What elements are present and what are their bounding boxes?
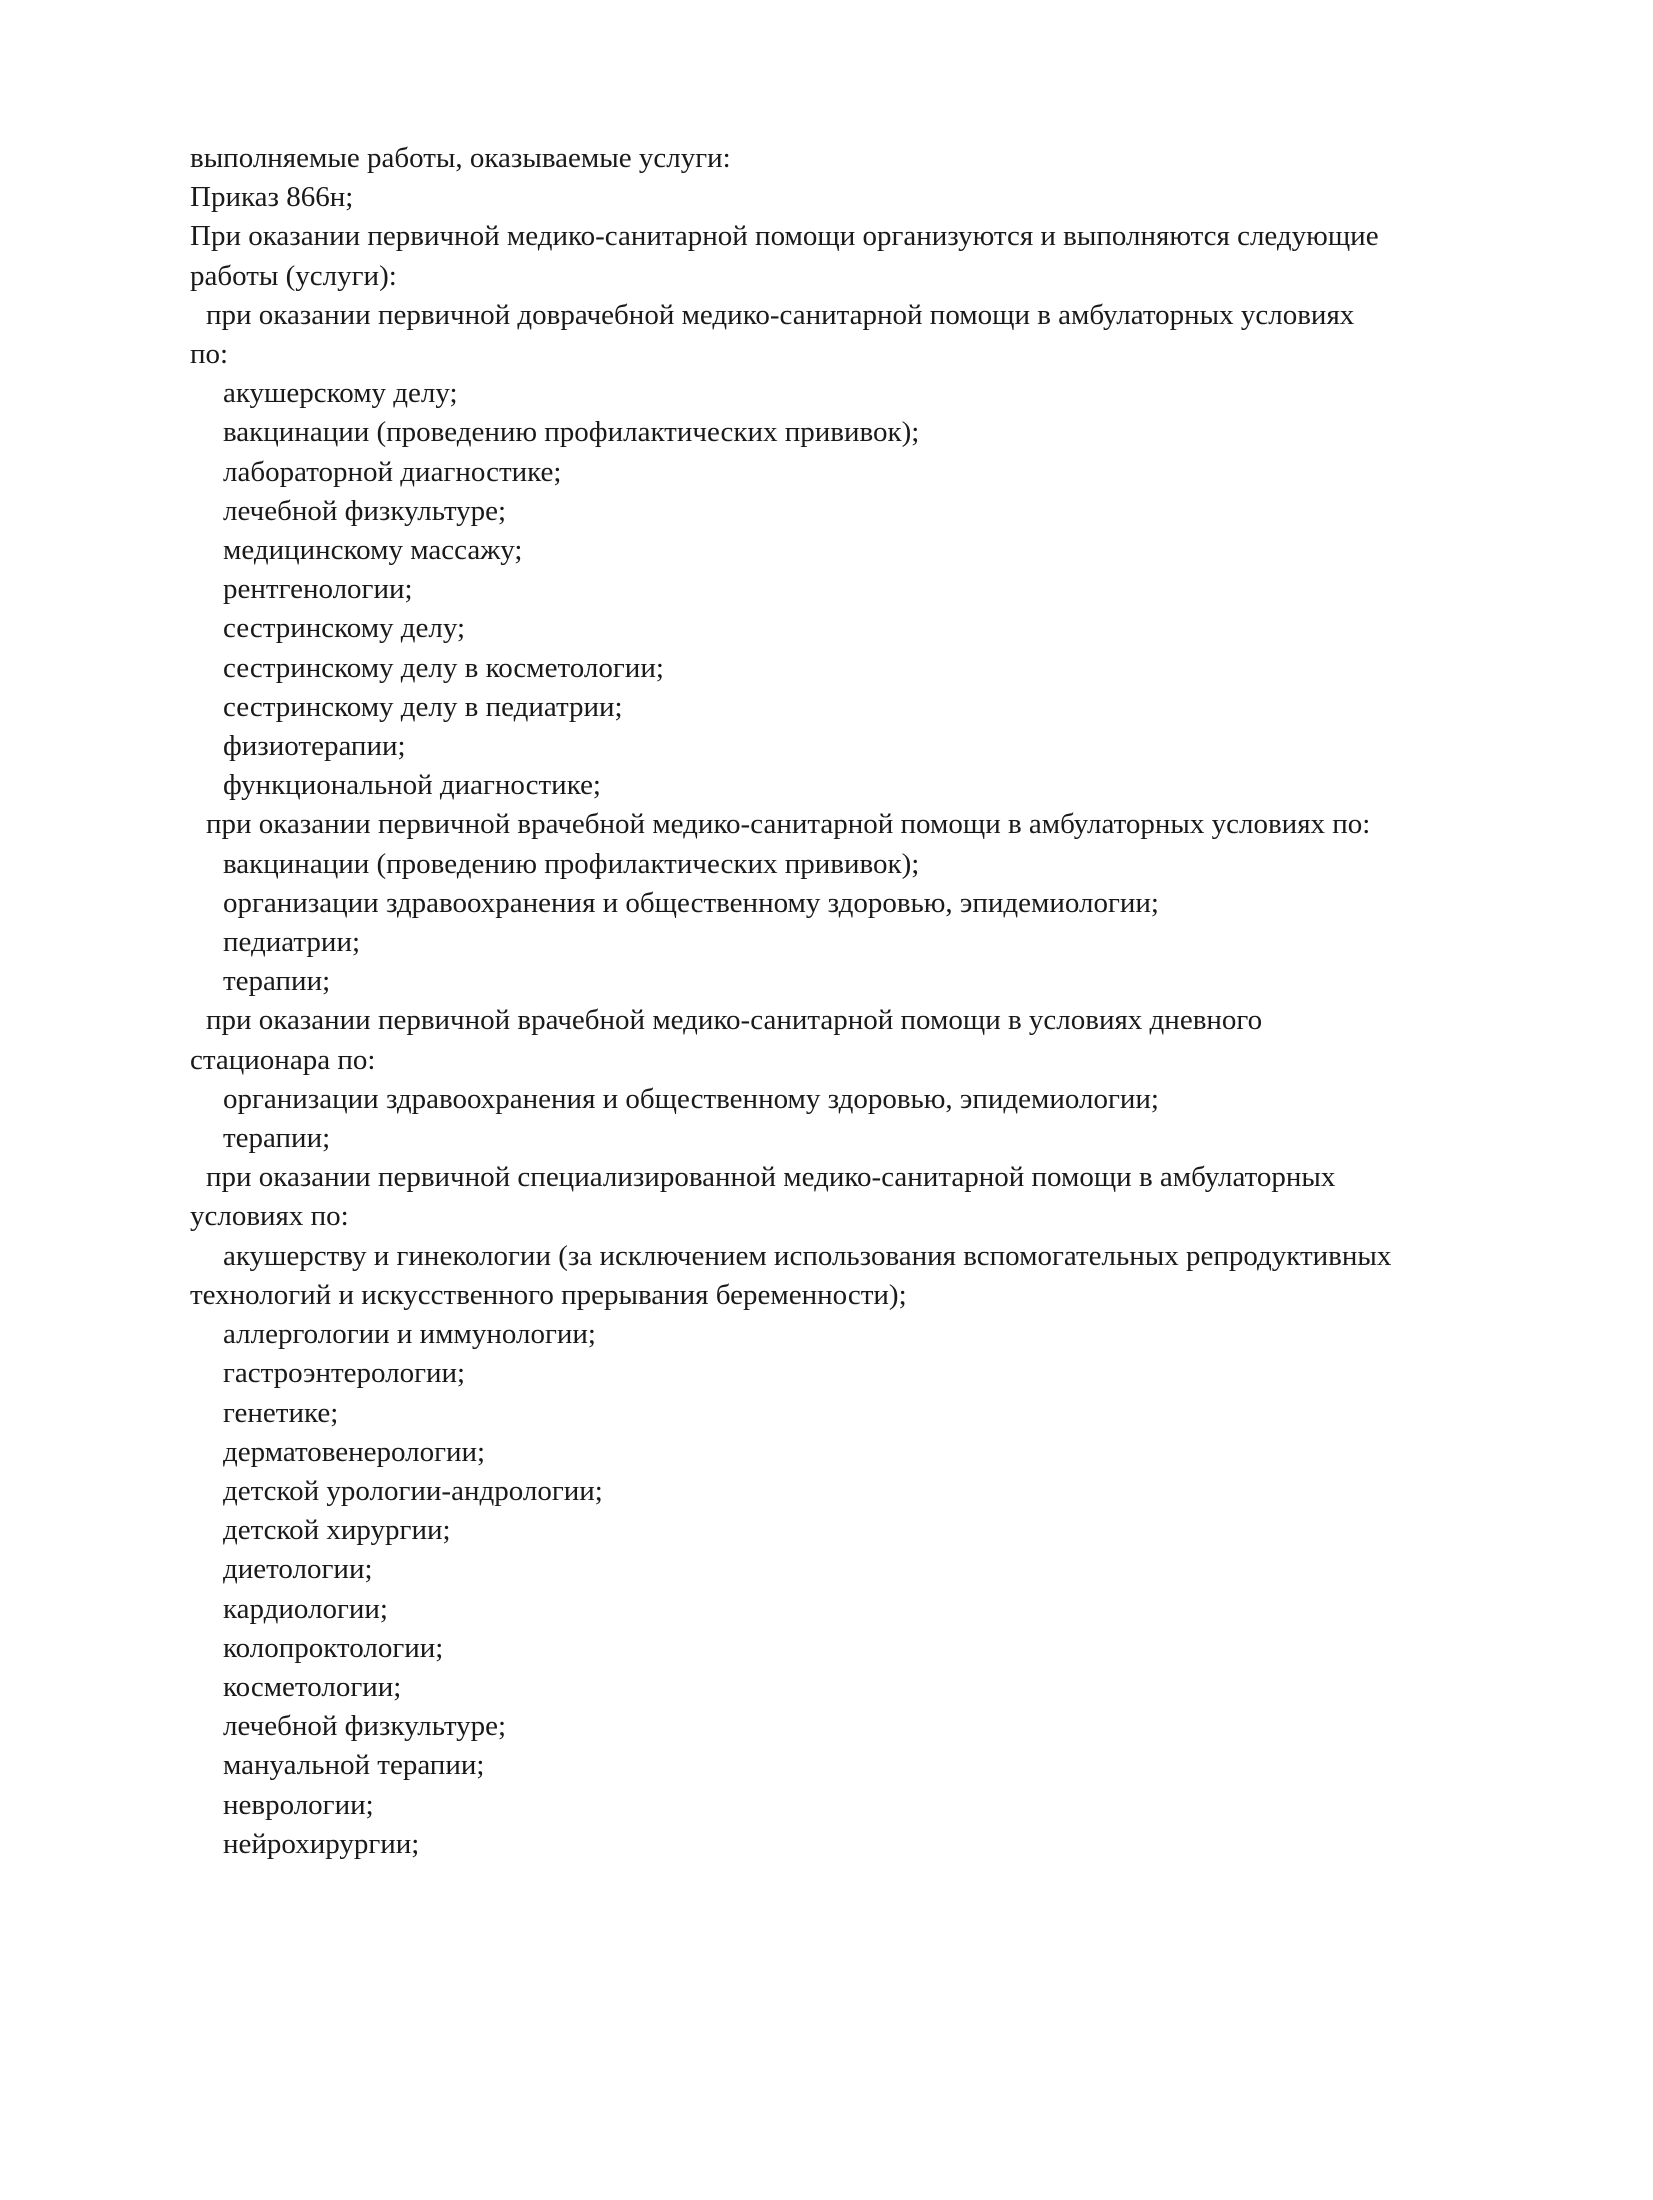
list-item: физиотерапии; [223, 730, 406, 763]
text-line: по: [190, 338, 229, 371]
text-line: при оказании первичной доврачебной медико-санитарной помощи в амбулаторных условиях [206, 298, 1355, 331]
text-line: технологий и искусственного прерывания беременности); [190, 1278, 907, 1311]
list-item: дерматовенерологии; [223, 1435, 486, 1468]
text-line: При оказании первичной медико-санитарной помощи организуются и выполняются следующие [190, 220, 1379, 253]
text-line: Приказ 866н; [190, 181, 354, 214]
list-item: сестринскому делу в косметологии; [223, 651, 664, 684]
list-item: мануальной терапии; [223, 1749, 485, 1782]
text-line: выполняемые работы, оказываемые услуги: [190, 142, 731, 174]
list-item: генетике; [223, 1396, 339, 1429]
list-item: акушерству и гинекологии (за исключением использования вспомогательных репродуктивных [223, 1239, 1392, 1272]
list-item: гастроэнтерологии; [223, 1357, 466, 1390]
list-item: детской урологии-андрологии; [223, 1474, 603, 1507]
list-item: терапии; [223, 1122, 331, 1155]
list-item: сестринскому делу в педиатрии; [223, 690, 623, 723]
list-item: лабораторной диагностике; [223, 455, 562, 488]
list-item: нейрохирургии; [223, 1827, 420, 1860]
list-item: косметологии; [223, 1670, 402, 1703]
text-line: работы (услуги): [190, 259, 397, 292]
list-item: функциональной диагностике; [223, 769, 601, 802]
text-line: стационара по: [190, 1043, 376, 1076]
list-item: организации здравоохранения и общественному здоровью, эпидемиологии; [223, 886, 1159, 919]
list-item: терапии; [223, 965, 331, 998]
text-line: при оказании первичной специализированной медико-санитарной помощи в амбулаторных [206, 1161, 1336, 1194]
text-line: условиях по: [190, 1200, 349, 1233]
list-item: рентгенологии; [223, 573, 413, 606]
list-item: педиатрии; [223, 926, 361, 959]
list-item: детской хирургии; [223, 1514, 451, 1547]
list-item: акушерскому делу; [223, 377, 458, 410]
list-item: кардиологии; [223, 1592, 388, 1625]
list-item: колопроктологии; [223, 1631, 444, 1664]
list-item: вакцинации (проведению профилактических прививок); [223, 416, 920, 449]
list-item: диетологии; [223, 1553, 373, 1586]
list-item: организации здравоохранения и общественному здоровью, эпидемиологии; [223, 1082, 1159, 1115]
text-line: при оказании первичной врачебной медико-санитарной помощи в амбулаторных условиях по: [206, 808, 1371, 841]
document-page [190, 139, 1560, 1864]
list-item: медицинскому массажу; [223, 534, 523, 567]
list-item: вакцинации (проведению профилактических прививок); [223, 847, 920, 880]
list-item: сестринскому делу; [223, 612, 466, 645]
list-item: лечебной физкультуре; [223, 1710, 507, 1743]
list-item: неврологии; [223, 1788, 374, 1821]
list-item: лечебной физкультуре; [223, 494, 507, 527]
text-line: при оказании первичной врачебной медико-санитарной помощи в условиях дневного [206, 1004, 1263, 1037]
list-item: аллергологии и иммунологии; [223, 1318, 596, 1351]
